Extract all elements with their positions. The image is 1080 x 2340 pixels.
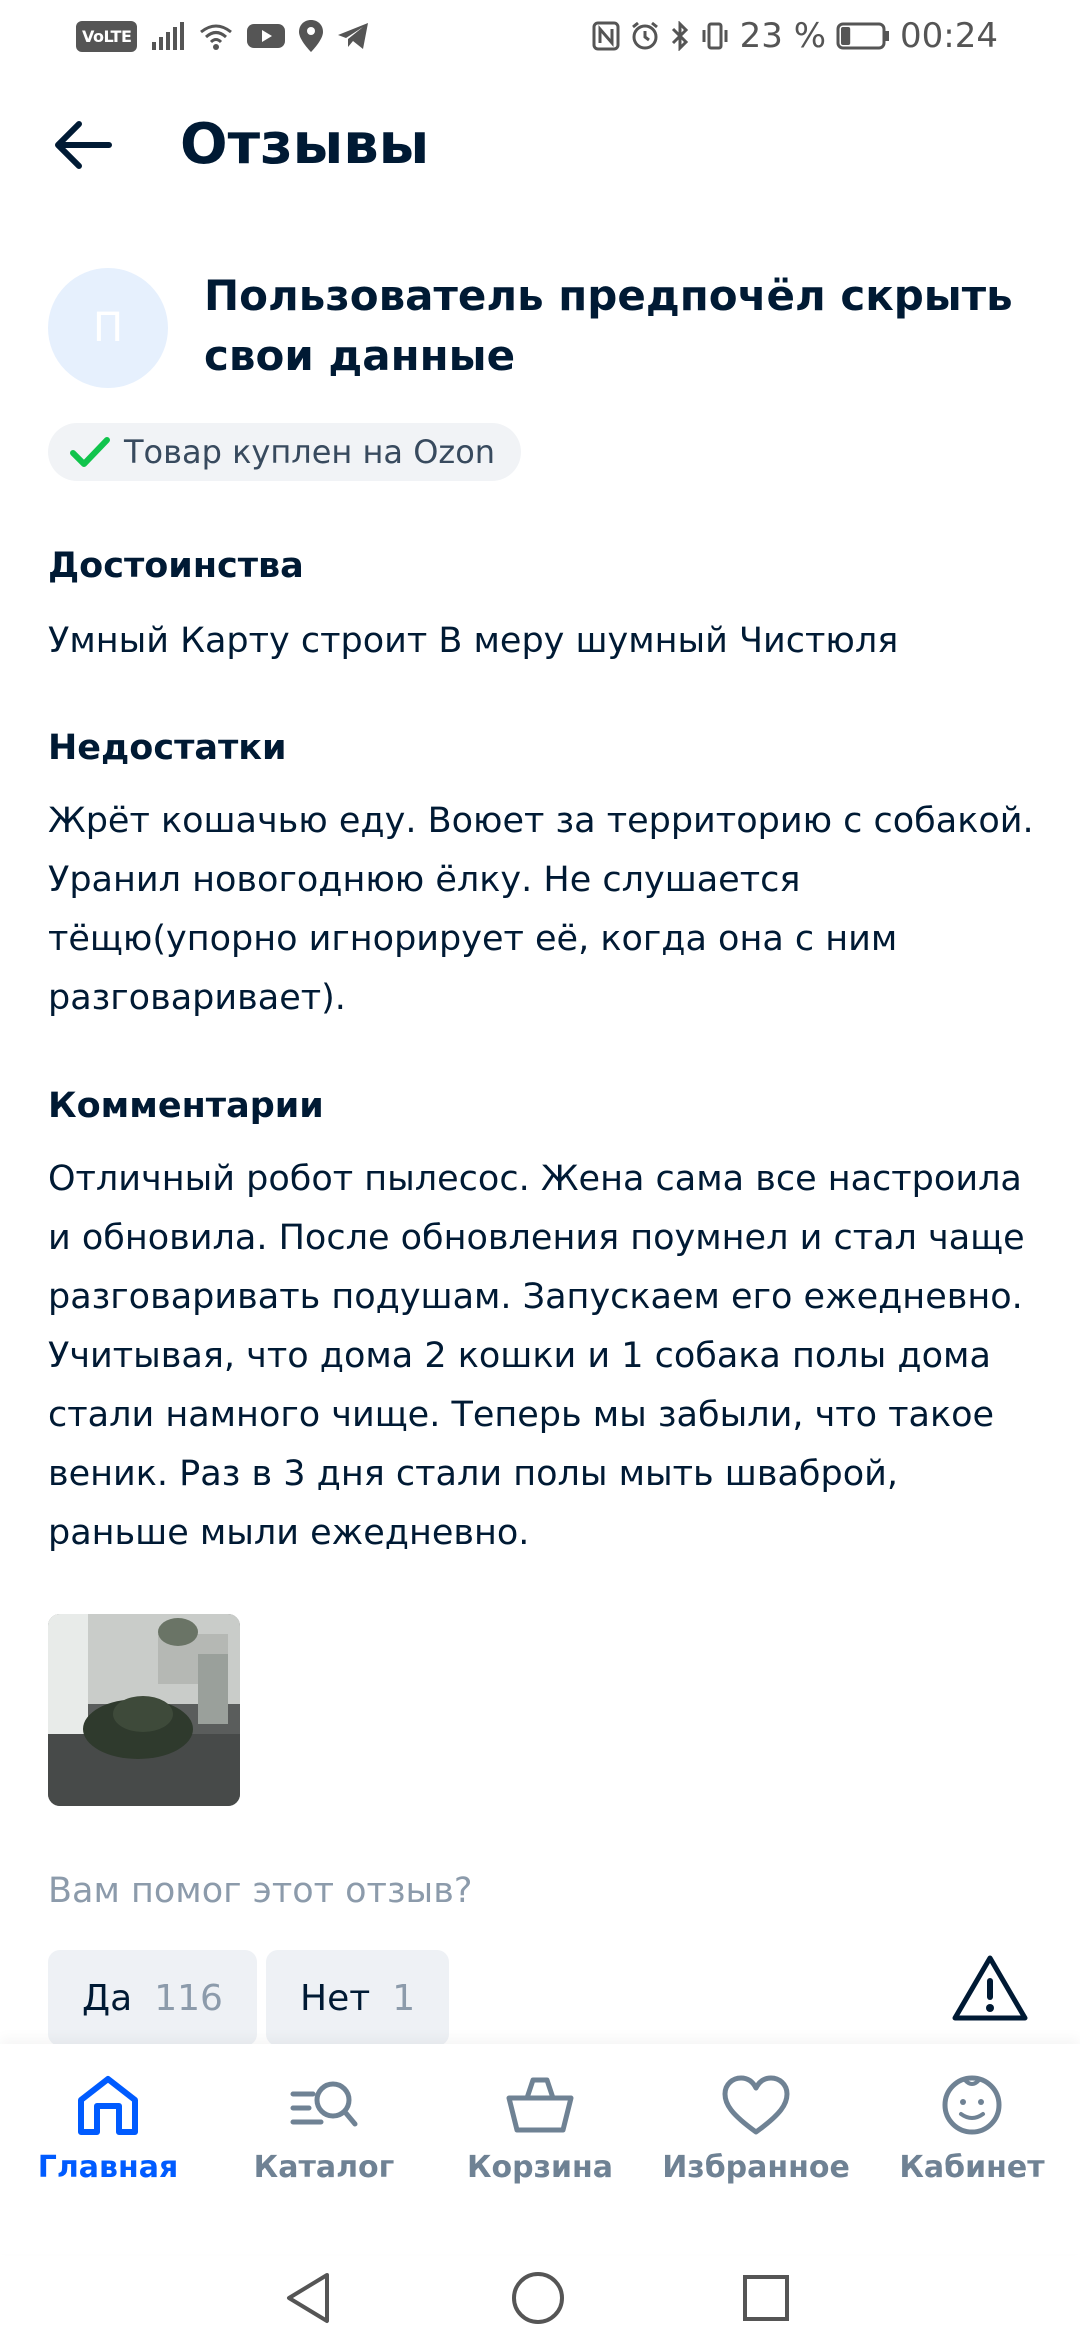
comments-text: Отличный робот пылесос. Жена сама все настроила и обновила. После обновления поумнел и стал чаще разговаривать подушам. Запускаем его ежедневно. Учитывая, что дома 2 кошки и 1 собака полы дома стали намного чище. Теперь мы забыли, что такое веник. Раз в 3 дня стали полы мыть шваброй, раньше мыли ежедневно. xyxy=(48,1159,1025,1553)
vote-yes-count: 116 xyxy=(154,1977,223,2019)
battery-icon xyxy=(836,22,890,50)
report-button[interactable] xyxy=(950,1948,1030,2028)
heart-icon xyxy=(721,2074,791,2136)
vote-yes-label: Да xyxy=(82,1977,133,2019)
system-nav-bar xyxy=(0,2254,1080,2340)
vibrate-icon xyxy=(700,21,730,51)
pros-title: Достоинства xyxy=(48,546,304,586)
purchase-badge xyxy=(48,423,521,481)
vote-no-count: 1 xyxy=(392,1977,416,2019)
telegram-icon xyxy=(337,22,369,50)
alarm-icon xyxy=(630,21,660,51)
helpful-question: Вам помог этот отзыв? xyxy=(48,1871,473,1911)
profile-face-icon xyxy=(939,2074,1005,2136)
nav-item-catalog[interactable] xyxy=(216,2074,432,2185)
pros-text: Умный Карту строит В меру шумный Чистюля xyxy=(48,621,899,661)
checkmark-icon xyxy=(70,436,110,468)
cons-title: Недостатки xyxy=(48,728,287,768)
bluetooth-icon xyxy=(670,21,690,51)
warning-icon xyxy=(952,1954,1028,2022)
battery-percent: 23 % xyxy=(739,16,827,56)
status-left xyxy=(76,16,369,56)
triangle-back-icon xyxy=(283,2271,333,2325)
header xyxy=(0,100,1080,190)
system-recents-button[interactable] xyxy=(736,2268,796,2328)
arrow-left-icon xyxy=(53,120,113,170)
system-back-button[interactable] xyxy=(278,2268,338,2328)
vote-no-label: Нет xyxy=(300,1977,371,2019)
home-icon xyxy=(75,2074,141,2136)
nav-label-catalog: Каталог xyxy=(253,2150,395,2185)
vote-yes-button[interactable] xyxy=(48,1950,257,2046)
signal-icon xyxy=(151,22,185,50)
review-photo[interactable] xyxy=(48,1614,240,1806)
catalog-search-icon xyxy=(289,2074,359,2136)
nav-label-home: Главная xyxy=(37,2150,179,2185)
nav-label-cart: Корзина xyxy=(466,2150,614,2185)
cons-text: Жрёт кошачью еду. Воюет за территорию с собакой. Уранил новогоднюю ёлку. Не слушается тёщю(упорно игнорирует её, когда она с ним разговаривает). xyxy=(48,801,1034,1018)
youtube-icon xyxy=(247,22,285,50)
vote-no-button[interactable] xyxy=(266,1950,449,2046)
nav-item-home[interactable] xyxy=(0,2074,216,2185)
badge-label: Товар куплен на Ozon xyxy=(124,433,496,471)
nav-label-favorites: Избранное xyxy=(662,2150,850,2185)
location-icon xyxy=(299,20,323,52)
nav-label-profile: Кабинет xyxy=(899,2150,1045,2185)
volte-indicator: VoLTE xyxy=(76,21,137,52)
circle-home-icon xyxy=(510,2270,566,2326)
comments-title: Комментарии xyxy=(48,1086,324,1126)
status-bar xyxy=(0,0,1080,72)
nav-item-cart[interactable] xyxy=(432,2074,648,2185)
nav-item-profile[interactable] xyxy=(864,2074,1080,2185)
back-button[interactable] xyxy=(48,110,118,180)
page-title: Отзывы xyxy=(180,112,430,177)
avatar xyxy=(48,268,168,388)
clock: 00:24 xyxy=(900,16,998,56)
status-right xyxy=(592,16,998,56)
square-recents-icon xyxy=(741,2273,791,2323)
avatar-letter: П xyxy=(92,305,124,351)
bottom-nav xyxy=(0,2044,1080,2254)
wifi-icon xyxy=(199,22,233,50)
nav-item-favorites[interactable] xyxy=(648,2074,864,2185)
nfc-icon xyxy=(592,21,620,51)
basket-icon xyxy=(505,2074,575,2136)
author-name: Пользователь предпочёл скрыть свои данные xyxy=(204,271,1013,380)
system-home-button[interactable] xyxy=(508,2268,568,2328)
